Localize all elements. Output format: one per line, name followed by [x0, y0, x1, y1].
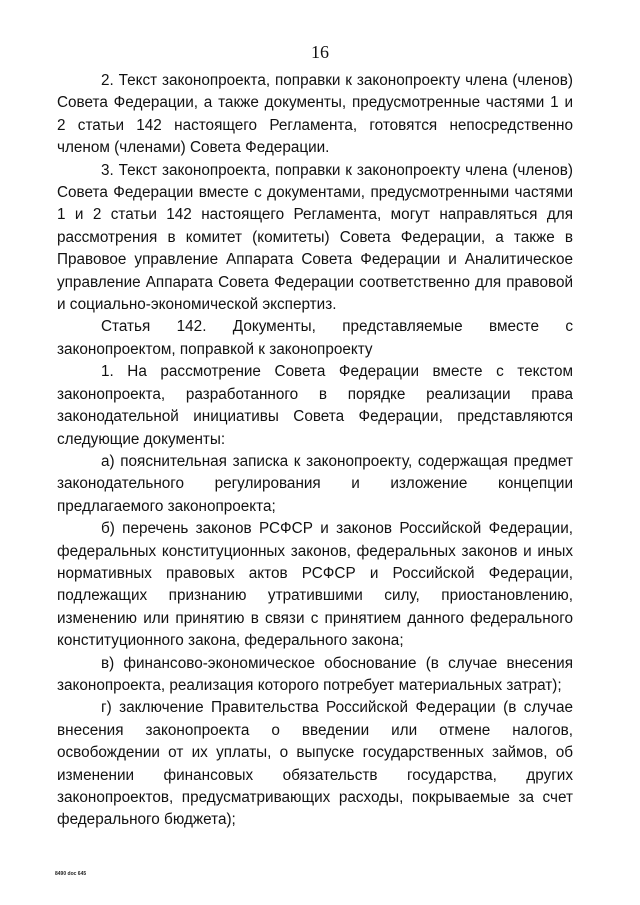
subitem-a: а) пояснительная записка к законопроекту, содержащая предмет законодательного регулирования и изложение концепции предлагаемого законопроекта; — [57, 452, 573, 515]
subitem-v: в) финансово-экономическое обоснование (в случае внесения законопроекта, реализация которого потребует материальных затрат); — [57, 654, 573, 694]
document-footer-code: 8490 doc 645 — [55, 871, 87, 877]
subitem-g: г) заключение Правительства Российской Федерации (в случае внесения законопроекта о введении или отмене налогов, освобождении от их уплаты, о выпуске государственных займов, об изменении финансовых обязательств государства, других законопроектов, предусматривающих расходы, покрываемые за счет федерального бюджета); — [57, 699, 573, 829]
paragraph-item-1: 1. На рассмотрение Совета Федерации вместе с текстом законопроекта, разработанного в порядке реализации права законодательной инициативы Совета Федерации, представляются следующие документы: — [57, 363, 573, 448]
page-number: 16 — [311, 42, 329, 62]
subitem-b: б) перечень законов РСФСР и законов Российской Федерации, федеральных конституционных законов, федеральных законов и иных нормативных правовых актов РСФСР и Российской Федерации, подлежащих признанию утратившими силу, приостановлению, изменению или принятию в связи с принятием данного федерального конституционного закона, федерального закона; — [57, 520, 573, 650]
paragraph-item-3: 3. Текст законопроекта, поправки к законопроекту члена (членов) Совета Федерации вместе с документами, предусмотренными частями 1 и 2 статьи 142 настоящего Регламента, могут направляться для рассмотрения в комитет (комитеты) Совета Федерации, а также в Правовое управление Аппарата Совета Федерации и Аналитическое управление Аппарата Совета Федерации соответственно для правовой и социально-экономической экспертиз. — [57, 161, 573, 314]
document-body — [57, 70, 573, 832]
paragraph-item-2: 2. Текст законопроекта, поправки к законопроекту члена (членов) Совета Федерации, а также документы, предусмотренные частями 1 и 2 статьи 142 настоящего Регламента, готовятся непосредственно членом (членами) Совета Федерации. — [57, 72, 573, 157]
article-142-heading: Статья 142. Документы, представляемые вместе с законопроектом, поправкой к законопроекту — [57, 318, 573, 358]
